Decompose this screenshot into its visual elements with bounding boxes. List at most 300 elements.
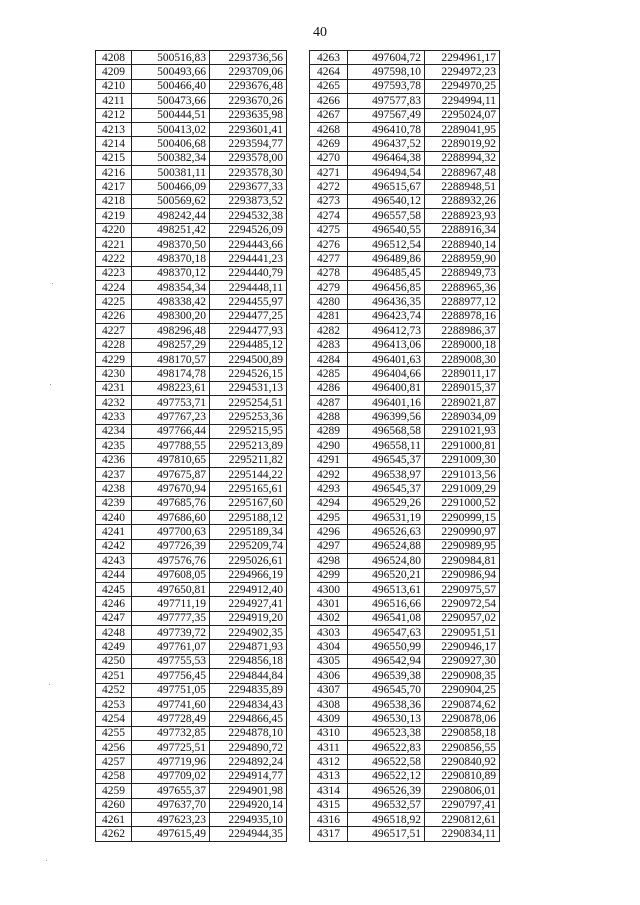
y-coordinate-cell: 2294485,12	[210, 338, 287, 352]
point-number-cell: 4268	[310, 122, 348, 136]
x-coordinate-cell: 496526,63	[348, 525, 425, 539]
x-coordinate-cell: 498296,48	[132, 324, 210, 338]
x-coordinate-cell: 498300,20	[132, 309, 210, 323]
table-row	[96, 827, 287, 841]
table-body-right	[310, 51, 500, 842]
y-coordinate-cell: 2290986,94	[425, 568, 500, 582]
point-number-cell: 4259	[96, 784, 132, 798]
table-row	[310, 755, 500, 769]
table-row	[310, 281, 500, 295]
table-row	[310, 252, 500, 266]
x-coordinate-cell: 496558,11	[348, 439, 425, 453]
x-coordinate-cell: 496485,45	[348, 266, 425, 280]
x-coordinate-cell: 497655,37	[132, 784, 210, 798]
y-coordinate-cell: 2294441,23	[210, 252, 287, 266]
point-number-cell: 4222	[96, 252, 132, 266]
y-coordinate-cell: 2295254,51	[210, 396, 287, 410]
point-number-cell: 4286	[310, 381, 348, 395]
point-number-cell: 4247	[96, 611, 132, 625]
table-row	[310, 151, 500, 165]
point-number-cell: 4291	[310, 453, 348, 467]
x-coordinate-cell: 497615,49	[132, 827, 210, 841]
y-coordinate-cell: 2288940,14	[425, 237, 500, 251]
point-number-cell: 4261	[96, 812, 132, 826]
point-number-cell: 4280	[310, 295, 348, 309]
y-coordinate-cell: 2294920,14	[210, 798, 287, 812]
table-row	[96, 496, 287, 510]
point-number-cell: 4293	[310, 482, 348, 496]
x-coordinate-cell: 500413,02	[132, 122, 210, 136]
x-coordinate-cell: 497686,60	[132, 511, 210, 525]
x-coordinate-cell: 496399,56	[348, 410, 425, 424]
table-row	[310, 654, 500, 668]
point-number-cell: 4306	[310, 669, 348, 683]
table-row	[310, 209, 500, 223]
table-row	[96, 640, 287, 654]
table-row	[96, 554, 287, 568]
x-coordinate-cell: 497755,53	[132, 654, 210, 668]
x-coordinate-cell: 496526,39	[348, 784, 425, 798]
point-number-cell: 4290	[310, 439, 348, 453]
x-coordinate-cell: 500516,83	[132, 51, 210, 65]
point-number-cell: 4284	[310, 352, 348, 366]
y-coordinate-cell: 2293601,41	[210, 122, 287, 136]
point-number-cell: 4213	[96, 122, 132, 136]
y-coordinate-cell: 2294892,24	[210, 755, 287, 769]
y-coordinate-cell: 2289000,18	[425, 338, 500, 352]
x-coordinate-cell: 497761,07	[132, 640, 210, 654]
point-number-cell: 4296	[310, 525, 348, 539]
x-coordinate-cell: 497576,76	[132, 554, 210, 568]
x-coordinate-cell: 497670,94	[132, 482, 210, 496]
x-coordinate-cell: 496540,55	[348, 223, 425, 237]
point-number-cell: 4273	[310, 194, 348, 208]
y-coordinate-cell: 2288978,16	[425, 309, 500, 323]
table-row	[310, 180, 500, 194]
point-number-cell: 4255	[96, 726, 132, 740]
x-coordinate-cell: 496489,86	[348, 252, 425, 266]
y-coordinate-cell: 2294500,89	[210, 352, 287, 366]
x-coordinate-cell: 497593,78	[348, 79, 425, 93]
scan-speck	[52, 283, 53, 284]
y-coordinate-cell: 2289008,30	[425, 352, 500, 366]
x-coordinate-cell: 496522,58	[348, 755, 425, 769]
y-coordinate-cell: 2295253,36	[210, 410, 287, 424]
x-coordinate-cell: 496413,06	[348, 338, 425, 352]
table-row	[96, 194, 287, 208]
y-coordinate-cell: 2290972,54	[425, 597, 500, 611]
table-row	[310, 496, 500, 510]
y-coordinate-cell: 2294927,41	[210, 597, 287, 611]
table-row	[310, 51, 500, 65]
x-coordinate-cell: 496541,08	[348, 611, 425, 625]
y-coordinate-cell: 2288965,36	[425, 281, 500, 295]
y-coordinate-cell: 2290908,35	[425, 669, 500, 683]
point-number-cell: 4274	[310, 209, 348, 223]
y-coordinate-cell: 2290810,89	[425, 769, 500, 783]
y-coordinate-cell: 2289034,09	[425, 410, 500, 424]
y-coordinate-cell: 2290812,61	[425, 812, 500, 826]
table-row	[310, 266, 500, 280]
y-coordinate-cell: 2295026,61	[210, 554, 287, 568]
coordinates-table-left	[95, 50, 287, 842]
y-coordinate-cell: 2290874,62	[425, 697, 500, 711]
point-number-cell: 4272	[310, 180, 348, 194]
point-number-cell: 4302	[310, 611, 348, 625]
y-coordinate-cell: 2290840,92	[425, 755, 500, 769]
x-coordinate-cell: 497685,76	[132, 496, 210, 510]
point-number-cell: 4251	[96, 669, 132, 683]
point-number-cell: 4311	[310, 741, 348, 755]
y-coordinate-cell: 2289021,87	[425, 396, 500, 410]
table-row	[96, 252, 287, 266]
table-row	[96, 511, 287, 525]
y-coordinate-cell: 2293676,48	[210, 79, 287, 93]
y-coordinate-cell: 2288967,48	[425, 166, 500, 180]
table-row	[310, 482, 500, 496]
table-row	[96, 439, 287, 453]
point-number-cell: 4249	[96, 640, 132, 654]
y-coordinate-cell: 2294994,11	[425, 94, 500, 108]
y-coordinate-cell: 2294914,77	[210, 769, 287, 783]
table-row	[310, 784, 500, 798]
x-coordinate-cell: 497608,05	[132, 568, 210, 582]
point-number-cell: 4275	[310, 223, 348, 237]
table-row	[310, 137, 500, 151]
point-number-cell: 4254	[96, 712, 132, 726]
table-row	[310, 453, 500, 467]
x-coordinate-cell: 496404,66	[348, 367, 425, 381]
y-coordinate-cell: 2290858,18	[425, 726, 500, 740]
table-row	[310, 597, 500, 611]
point-number-cell: 4221	[96, 237, 132, 251]
table-row	[96, 582, 287, 596]
point-number-cell: 4232	[96, 396, 132, 410]
point-number-cell: 4299	[310, 568, 348, 582]
y-coordinate-cell: 2294966,19	[210, 568, 287, 582]
table-row	[310, 539, 500, 553]
point-number-cell: 4301	[310, 597, 348, 611]
y-coordinate-cell: 2294901,98	[210, 784, 287, 798]
y-coordinate-cell: 2294878,10	[210, 726, 287, 740]
scan-speck	[49, 684, 50, 685]
x-coordinate-cell: 496557,58	[348, 209, 425, 223]
x-coordinate-cell: 496538,36	[348, 697, 425, 711]
table-row	[96, 137, 287, 151]
x-coordinate-cell: 498370,12	[132, 266, 210, 280]
table-row	[96, 94, 287, 108]
x-coordinate-cell: 497739,72	[132, 626, 210, 640]
table-row	[96, 669, 287, 683]
y-coordinate-cell: 2293709,06	[210, 65, 287, 79]
x-coordinate-cell: 496524,88	[348, 539, 425, 553]
point-number-cell: 4298	[310, 554, 348, 568]
x-coordinate-cell: 497753,71	[132, 396, 210, 410]
x-coordinate-cell: 497650,81	[132, 582, 210, 596]
x-coordinate-cell: 500406,68	[132, 137, 210, 151]
point-number-cell: 4240	[96, 511, 132, 525]
table-row	[96, 65, 287, 79]
point-number-cell: 4263	[310, 51, 348, 65]
y-coordinate-cell: 2293736,56	[210, 51, 287, 65]
table-row	[96, 410, 287, 424]
y-coordinate-cell: 2295188,12	[210, 511, 287, 525]
x-coordinate-cell: 497767,23	[132, 410, 210, 424]
point-number-cell: 4304	[310, 640, 348, 654]
x-coordinate-cell: 498370,50	[132, 237, 210, 251]
y-coordinate-cell: 2293635,98	[210, 108, 287, 122]
y-coordinate-cell: 2290834,11	[425, 827, 500, 841]
table-row	[310, 194, 500, 208]
point-number-cell: 4313	[310, 769, 348, 783]
point-number-cell: 4246	[96, 597, 132, 611]
x-coordinate-cell: 498338,42	[132, 295, 210, 309]
table-row	[96, 626, 287, 640]
table-row	[310, 223, 500, 237]
y-coordinate-cell: 2291000,81	[425, 439, 500, 453]
point-number-cell: 4218	[96, 194, 132, 208]
y-coordinate-cell: 2290999,15	[425, 511, 500, 525]
table-row	[310, 94, 500, 108]
y-coordinate-cell: 2294912,40	[210, 582, 287, 596]
y-coordinate-cell: 2294455,97	[210, 295, 287, 309]
point-number-cell: 4219	[96, 209, 132, 223]
table-row	[96, 367, 287, 381]
table-row	[310, 324, 500, 338]
x-coordinate-cell: 497751,05	[132, 683, 210, 697]
table-row	[310, 108, 500, 122]
x-coordinate-cell: 497567,49	[348, 108, 425, 122]
point-number-cell: 4238	[96, 482, 132, 496]
y-coordinate-cell: 2294532,38	[210, 209, 287, 223]
table-row	[310, 309, 500, 323]
table-row	[96, 166, 287, 180]
point-number-cell: 4223	[96, 266, 132, 280]
x-coordinate-cell: 496436,35	[348, 295, 425, 309]
table-row	[96, 209, 287, 223]
table-row	[310, 166, 500, 180]
page-number: 40	[313, 25, 327, 40]
table-row	[96, 396, 287, 410]
table-row	[310, 769, 500, 783]
table-row	[96, 108, 287, 122]
x-coordinate-cell: 496515,67	[348, 180, 425, 194]
table-row	[96, 683, 287, 697]
y-coordinate-cell: 2294961,17	[425, 51, 500, 65]
point-number-cell: 4310	[310, 726, 348, 740]
point-number-cell: 4305	[310, 654, 348, 668]
y-coordinate-cell: 2295209,74	[210, 539, 287, 553]
point-number-cell: 4233	[96, 410, 132, 424]
table-row	[96, 309, 287, 323]
y-coordinate-cell: 2290990,97	[425, 525, 500, 539]
table-row	[96, 381, 287, 395]
y-coordinate-cell: 2293578,00	[210, 151, 287, 165]
x-coordinate-cell: 496517,51	[348, 827, 425, 841]
point-number-cell: 4230	[96, 367, 132, 381]
y-coordinate-cell: 2294448,11	[210, 281, 287, 295]
x-coordinate-cell: 497766,44	[132, 424, 210, 438]
x-coordinate-cell: 497788,55	[132, 439, 210, 453]
point-number-cell: 4227	[96, 324, 132, 338]
point-number-cell: 4276	[310, 237, 348, 251]
table-row	[310, 669, 500, 683]
point-number-cell: 4282	[310, 324, 348, 338]
y-coordinate-cell: 2290927,30	[425, 654, 500, 668]
y-coordinate-cell: 2294919,20	[210, 611, 287, 625]
point-number-cell: 4315	[310, 798, 348, 812]
point-number-cell: 4211	[96, 94, 132, 108]
x-coordinate-cell: 496545,70	[348, 683, 425, 697]
x-coordinate-cell: 497741,60	[132, 697, 210, 711]
y-coordinate-cell: 2294834,43	[210, 697, 287, 711]
point-number-cell: 4242	[96, 539, 132, 553]
y-coordinate-cell: 2294972,23	[425, 65, 500, 79]
x-coordinate-cell: 497725,51	[132, 741, 210, 755]
point-number-cell: 4208	[96, 51, 132, 65]
table-row	[96, 266, 287, 280]
x-coordinate-cell: 497711,19	[132, 597, 210, 611]
point-number-cell: 4234	[96, 424, 132, 438]
x-coordinate-cell: 497598,10	[348, 65, 425, 79]
y-coordinate-cell: 2294844,84	[210, 669, 287, 683]
y-coordinate-cell: 2290984,81	[425, 554, 500, 568]
table-row	[96, 712, 287, 726]
x-coordinate-cell: 496550,99	[348, 640, 425, 654]
table-row	[96, 539, 287, 553]
x-coordinate-cell: 496538,97	[348, 467, 425, 481]
x-coordinate-cell: 496522,83	[348, 741, 425, 755]
y-coordinate-cell: 2290904,25	[425, 683, 500, 697]
x-coordinate-cell: 500473,66	[132, 94, 210, 108]
point-number-cell: 4307	[310, 683, 348, 697]
table-row	[310, 798, 500, 812]
y-coordinate-cell: 2295211,82	[210, 453, 287, 467]
table-row	[310, 79, 500, 93]
x-coordinate-cell: 497810,65	[132, 453, 210, 467]
y-coordinate-cell: 2290989,95	[425, 539, 500, 553]
table-row	[96, 611, 287, 625]
y-coordinate-cell: 2294866,45	[210, 712, 287, 726]
scan-speck	[46, 860, 47, 861]
table-row	[310, 381, 500, 395]
x-coordinate-cell: 500569,62	[132, 194, 210, 208]
x-coordinate-cell: 496522,12	[348, 769, 425, 783]
point-number-cell: 4288	[310, 410, 348, 424]
y-coordinate-cell: 2290975,57	[425, 582, 500, 596]
x-coordinate-cell: 497726,39	[132, 539, 210, 553]
x-coordinate-cell: 496513,61	[348, 582, 425, 596]
point-number-cell: 4245	[96, 582, 132, 596]
point-number-cell: 4309	[310, 712, 348, 726]
y-coordinate-cell: 2290946,17	[425, 640, 500, 654]
x-coordinate-cell: 496410,78	[348, 122, 425, 136]
y-coordinate-cell: 2294443,66	[210, 237, 287, 251]
x-coordinate-cell: 497719,96	[132, 755, 210, 769]
table-row	[310, 812, 500, 826]
point-number-cell: 4216	[96, 166, 132, 180]
x-coordinate-cell: 496524,80	[348, 554, 425, 568]
point-number-cell: 4270	[310, 151, 348, 165]
point-number-cell: 4256	[96, 741, 132, 755]
y-coordinate-cell: 2288923,93	[425, 209, 500, 223]
table-row	[96, 726, 287, 740]
point-number-cell: 4226	[96, 309, 132, 323]
y-coordinate-cell: 2295144,22	[210, 467, 287, 481]
y-coordinate-cell: 2291009,30	[425, 453, 500, 467]
y-coordinate-cell: 2295165,61	[210, 482, 287, 496]
point-number-cell: 4300	[310, 582, 348, 596]
point-number-cell: 4265	[310, 79, 348, 93]
point-number-cell: 4229	[96, 352, 132, 366]
y-coordinate-cell: 2288977,12	[425, 295, 500, 309]
point-number-cell: 4278	[310, 266, 348, 280]
table-row	[96, 424, 287, 438]
point-number-cell: 4250	[96, 654, 132, 668]
point-number-cell: 4269	[310, 137, 348, 151]
x-coordinate-cell: 496412,73	[348, 324, 425, 338]
table-row	[96, 180, 287, 194]
table-row	[310, 697, 500, 711]
table-row	[310, 525, 500, 539]
x-coordinate-cell: 498370,18	[132, 252, 210, 266]
x-coordinate-cell: 496531,19	[348, 511, 425, 525]
point-number-cell: 4224	[96, 281, 132, 295]
y-coordinate-cell: 2290797,41	[425, 798, 500, 812]
point-number-cell: 4264	[310, 65, 348, 79]
x-coordinate-cell: 498251,42	[132, 223, 210, 237]
y-coordinate-cell: 2289015,37	[425, 381, 500, 395]
x-coordinate-cell: 496516,66	[348, 597, 425, 611]
point-number-cell: 4271	[310, 166, 348, 180]
table-row	[96, 79, 287, 93]
point-number-cell: 4231	[96, 381, 132, 395]
point-number-cell: 4244	[96, 568, 132, 582]
point-number-cell: 4258	[96, 769, 132, 783]
y-coordinate-cell: 2291009,29	[425, 482, 500, 496]
point-number-cell: 4294	[310, 496, 348, 510]
y-coordinate-cell: 2290856,55	[425, 741, 500, 755]
x-coordinate-cell: 496423,74	[348, 309, 425, 323]
table-row	[310, 683, 500, 697]
y-coordinate-cell: 2289019,92	[425, 137, 500, 151]
table-row	[96, 223, 287, 237]
y-coordinate-cell: 2294871,93	[210, 640, 287, 654]
x-coordinate-cell: 496520,21	[348, 568, 425, 582]
table-row	[96, 237, 287, 251]
point-number-cell: 4285	[310, 367, 348, 381]
y-coordinate-cell: 2288932,26	[425, 194, 500, 208]
y-coordinate-cell: 2294477,25	[210, 309, 287, 323]
y-coordinate-cell: 2293578,30	[210, 166, 287, 180]
table-row	[96, 568, 287, 582]
x-coordinate-cell: 497623,23	[132, 812, 210, 826]
x-coordinate-cell: 497577,83	[348, 94, 425, 108]
x-coordinate-cell: 496401,16	[348, 396, 425, 410]
table-row	[96, 784, 287, 798]
table-row	[96, 525, 287, 539]
point-number-cell: 4283	[310, 338, 348, 352]
point-number-cell: 4228	[96, 338, 132, 352]
y-coordinate-cell: 2291021,93	[425, 424, 500, 438]
point-number-cell: 4266	[310, 94, 348, 108]
x-coordinate-cell: 497756,45	[132, 669, 210, 683]
table-row	[310, 741, 500, 755]
x-coordinate-cell: 500466,09	[132, 180, 210, 194]
y-coordinate-cell: 2294526,15	[210, 367, 287, 381]
table-row	[96, 741, 287, 755]
x-coordinate-cell: 496529,26	[348, 496, 425, 510]
